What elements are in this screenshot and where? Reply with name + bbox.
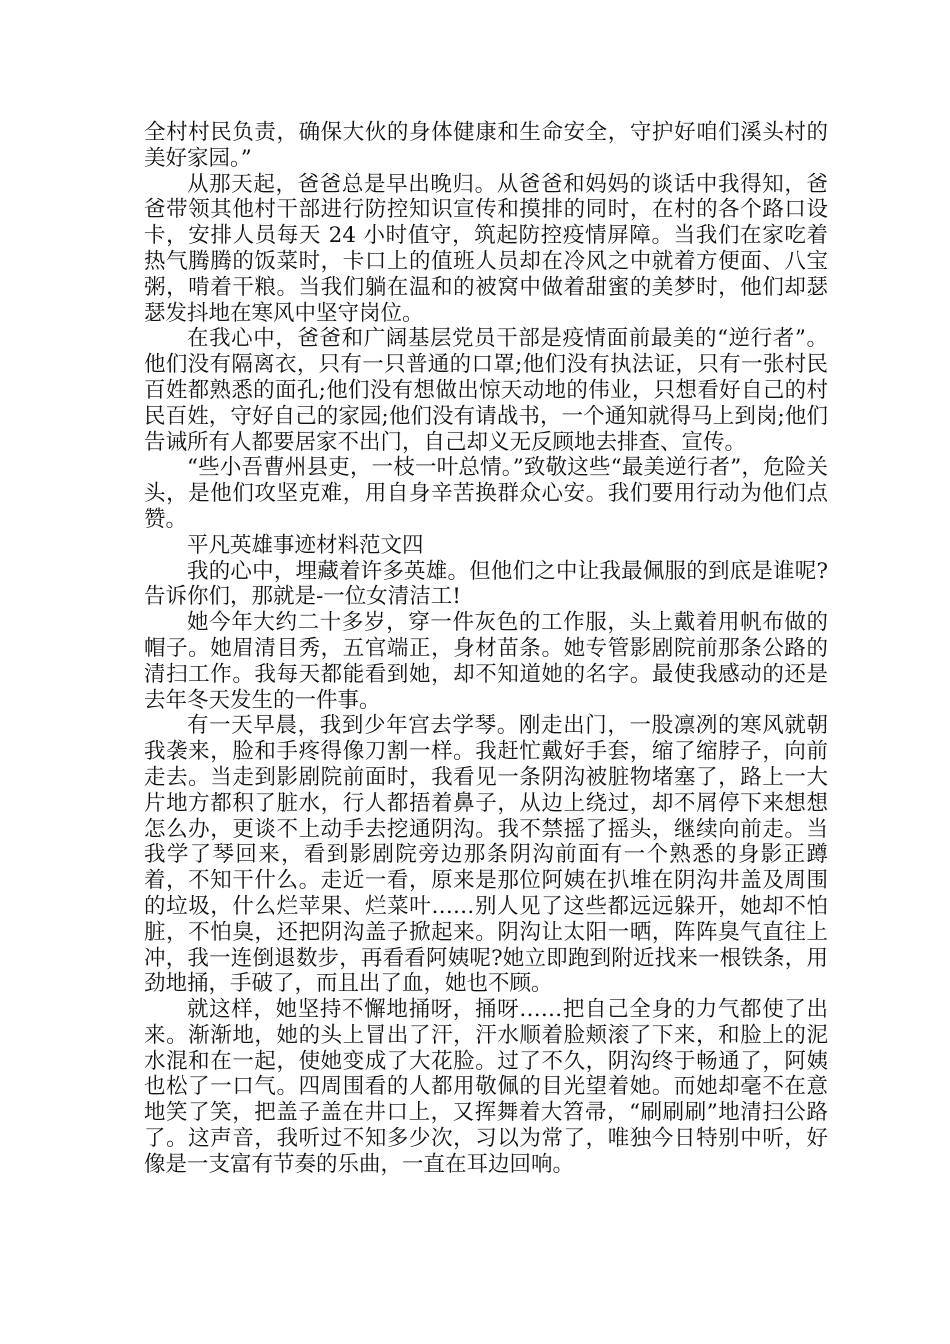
paragraph-description: 她今年大约二十多岁，穿一件灰色的工作服，头上戴着用帆布做的帽子。她眉清目秀，五官端正，身材苗条。她专管影剧院前那条公路的清扫工作。我每天都能看到她，却不知道她的名字。最使我感动的还是去年冬天发生的一件事。 bbox=[144, 610, 828, 713]
section-heading: 平凡英雄事迹材料范文四 bbox=[187, 532, 424, 558]
paragraph-conclusion: 就这样，她坚持不懈地捅呀，捅呀……把自己全身的力气都使了出来。渐渐地，她的头上冒出了汗，汗水顺着脸颊滚了下来，和脸上的泥水混和在一起，使她变成了大花脸。过了不久，阴沟终于畅通了，阿姨也松了一口气。四周围看的人都用敬佩的目光望着她。而她却毫不在意地笑了笑，把盖子盖在井口上，又挥舞着大笤帚，“刷刷刷”地清扫公路了。这声音，我听过不知多少次，习以为常了，唯独今日特别中听，好像是一支富有节奏的乐曲，一直在耳边回响。 bbox=[144, 997, 828, 1177]
paragraph-tribute: “些小吾曹州县吏，一枝一叶总情。”致敬这些“最美逆行者”，危险关头，是他们攻坚克难，用自身辛苦换群众心安。我们要用行动为他们点赞。 bbox=[144, 455, 828, 532]
paragraph-intro-hero: 我的心中，埋藏着许多英雄。但他们之中让我最佩服的到底是谁呢?告诉你们，那就是-一位女清洁工! bbox=[144, 558, 828, 610]
document-body bbox=[144, 120, 828, 1178]
paragraph-father-work: 从那天起，爸爸总是早出晚归。从爸爸和妈妈的谈话中我得知，爸爸带领其他村干部进行防控知识宣传和摸排的同时，在村的各个路口设卡，安排人员每天 24 小时值守，筑起防控疫情屏障。当我们在家吃着热气腾腾的饭菜时，卡口上的值班人员却在冷风之中就着方便面、八宝粥，啃着干粮。当我们躺在温和的被窝中做着甜蜜的美梦时，他们却瑟瑟发抖地在寒风中坚守岗位。 bbox=[144, 171, 828, 326]
paragraph-continuation: 全村村民负责，确保大伙的身体健康和生命安全，守护好咱们溪头村的美好家园。” bbox=[144, 120, 828, 171]
paragraph-story: 有一天早晨，我到少年宫去学琴。刚走出门，一股凛冽的寒风就朝我袭来，脸和手疼得像刀割一样。我赶忙戴好手套，缩了缩脖子，向前走去。当走到影剧院前面时，我看见一条阴沟被脏物堵塞了，路上一大片地方都积了脏水，行人都捂着鼻子，从边上绕过，却不屑停下来想想怎么办，更谈不上动手去挖通阴沟。我不禁摇了摇头，继续向前走。当我学了琴回来，看到影剧院旁边那条阴沟前面有一个熟悉的身影正蹲着，不知干什么。走近一看，原来是那位阿姨在扒堆在阴沟井盖及周围的垃圾，什么烂苹果、烂菜叶……别人见了这些都远远躲开，她却不怕脏，不怕臭，还把阴沟盖子掀起来。阴沟让太阳一晒，阵阵臭气直往上冲，我一连倒退数步，再看看阿姨呢?她立即跑到附近找来一根铁条，用劲地捅，手破了，而且出了血，她也不顾。 bbox=[144, 713, 828, 997]
paragraph-retrograde-heroes: 在我心中，爸爸和广阔基层党员干部是疫情面前最美的“逆行者”。他们没有隔离衣，只有一只普通的口罩;他们没有执法证，只有一张村民百姓都熟悉的面孔;他们没有想做出惊天动地的伟业，只想看好自己的村民百姓，守好自己的家园;他们没有请战书，一个通知就得马上到岗;他们告诫所有人都要居家不出门，自己却义无反顾地去排查、宣传。 bbox=[144, 326, 828, 455]
